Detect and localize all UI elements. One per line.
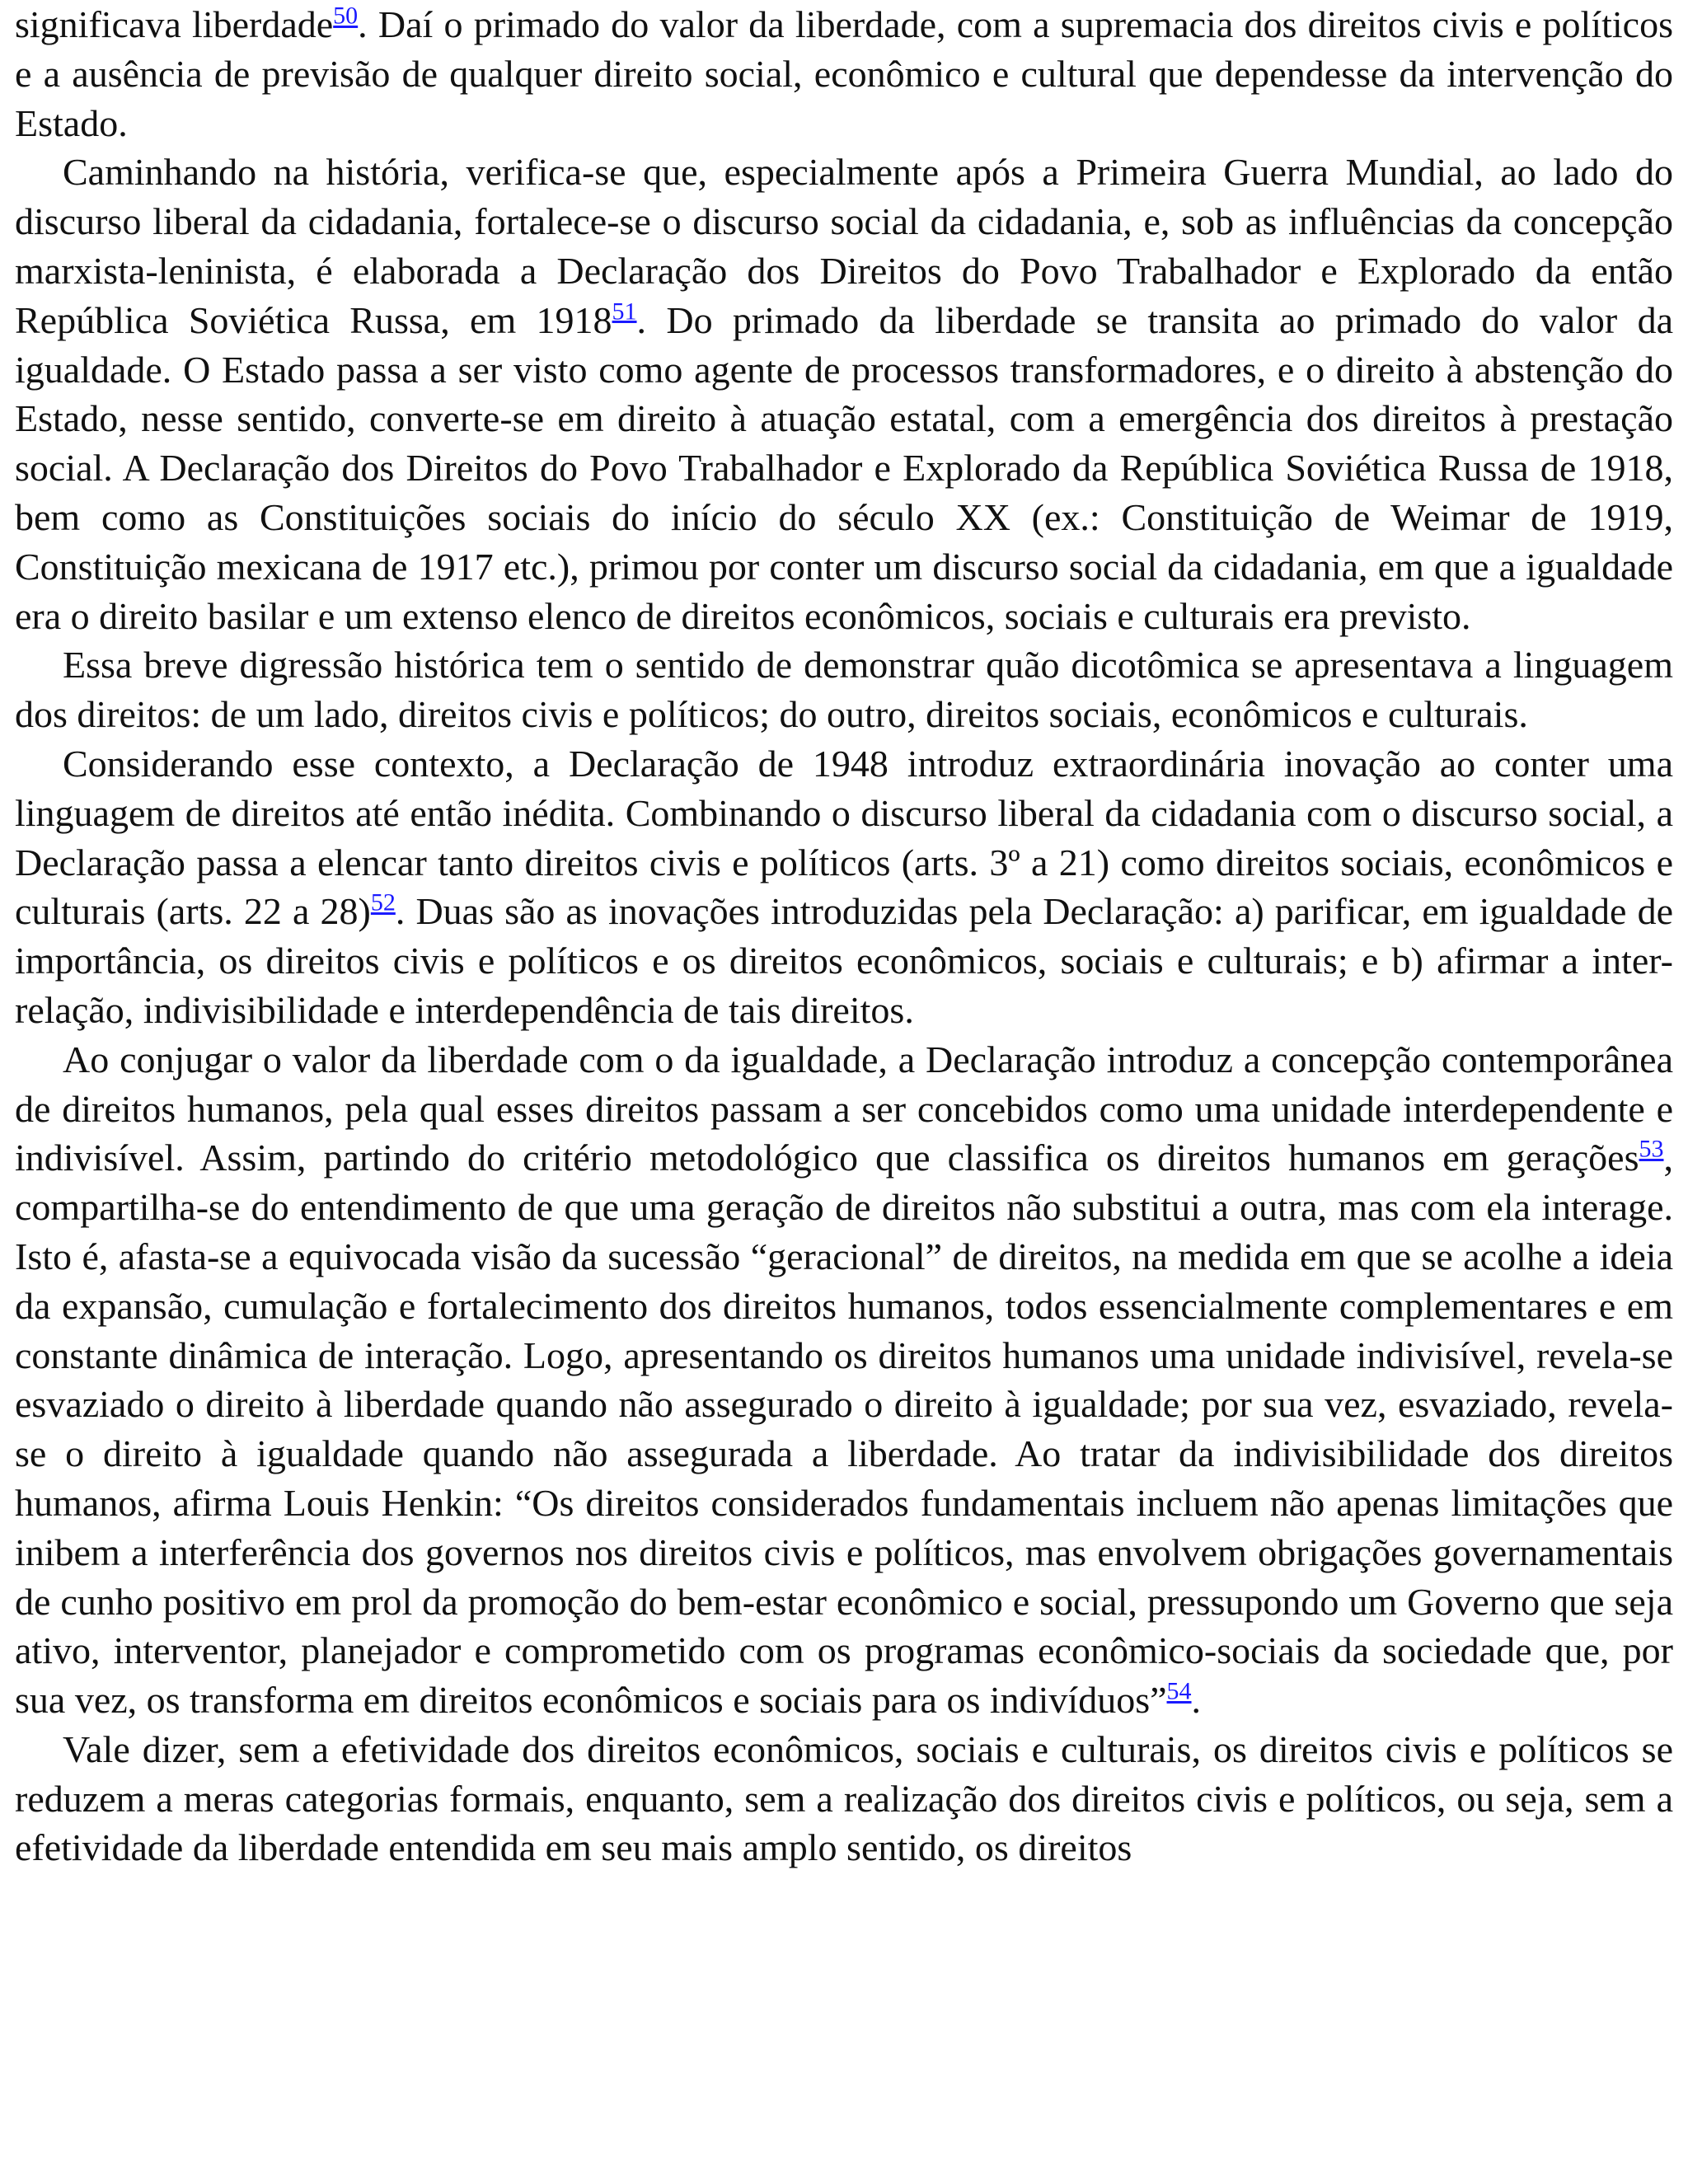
paragraph-text: significava liberdade <box>15 3 334 45</box>
paragraph-1 <box>15 0 1673 148</box>
footnote-link-51[interactable]: 51 <box>612 298 637 326</box>
paragraph-6 <box>15 1725 1673 1872</box>
document-page <box>15 0 1673 1872</box>
paragraph-4 <box>15 739 1673 1035</box>
paragraph-3 <box>15 640 1673 739</box>
paragraph-text: . Do primado da liberdade se transita ao primado do valor da igualdade. O Estado passa a ser visto como agente de processos transformadores, e o direito à abstenção do Estado, nesse sentido, converte-se em direito à atuação estatal, com a emergência dos direitos à prestação social. A Declaração dos Direitos do Povo Trabalhador e Explorado da República Soviética Russa de 1918, bem como as Constituições sociais do início do século XX (ex.: Constituição de Weimar de 1919, Constituição mexicana de 1917 etc.), primou por conter um discurso social da cidadania, em que a igualdade era o direito basilar e um extenso elenco de direitos econômicos, sociais e culturais era previsto. <box>15 298 1673 637</box>
paragraph-text: . <box>1191 1679 1202 1722</box>
footnote-link-53[interactable]: 53 <box>1639 1136 1664 1163</box>
footnote-link-50[interactable]: 50 <box>333 2 359 30</box>
paragraph-text: . Duas são as inovações introduzidas pela Declaração: a) parificar, em igualdade de importância, os direitos civis e políticos e os direitos econômicos, sociais e culturais; e b) afirmar a inter-relação, indivisibilidade e interdependência de tais direitos. <box>15 890 1673 1031</box>
paragraph-2 <box>15 148 1673 640</box>
paragraph-text: , compartilha-se do entendimento de que uma geração de direitos não substitui a outra, mas com ela interage. Isto é, afasta-se a equivocada visão da sucessão “geracional” de direitos, na medida em que se acolhe a ideia da expansão, cumulação e fortalecimento dos direitos humanos, todos essencialmente complementares e em constante dinâmica de interação. Logo, apresentando os direitos humanos uma unidade indivisível, revela-se esvaziado o direito à liberdade quando não assegurado o direito à igualdade; por sua vez, esvaziado, revela-se o direito à igualdade quando não assegurada a liberdade. Ao tratar da indivisibilidade dos direitos humanos, afirma Louis Henkin: “Os direitos considerados fundamentais incluem não apenas limitações que inibem a interferência dos governos nos direitos civis e políticos, mas envolvem obrigações governamentais de cunho positivo em prol da promoção do bem-estar econômico e social, pressupondo um Governo que seja ativo, interventor, planejador e comprometido com os programas econômico-sociais da sociedade que, por sua vez, os transforma em direitos econômicos e sociais para os indivíduos” <box>15 1137 1673 1722</box>
paragraph-text: . Daí o primado do valor da liberdade, com a supremacia dos direitos civis e políticos e a ausência de previsão de qualquer direito social, econômico e cultural que dependesse da intervenção do Estado. <box>15 3 1673 144</box>
paragraph-text: Caminhando na história, verifica-se que, especialmente após a Primeira Guerra Mundial, ao lado do discurso liberal da cidadania, fortalece-se o discurso social da cidadania, e, sob as influências da concepção marxista-leninista, é elaborada a Declaração dos Direitos do Povo Trabalhador e Explorado da então República Soviética Russa, em 1918 <box>15 151 1673 341</box>
paragraph-text: Considerando esse contexto, a Declaração de 1948 introduz extraordinária inovação ao conter uma linguagem de direitos até então inédita. Combinando o discurso liberal da cidadania com o discurso social, a Declaração passa a elencar tanto direitos civis e políticos (arts. 3º a 21) como direitos sociais, econômicos e culturais (arts. 22 a 28) <box>15 742 1673 933</box>
footnote-link-52[interactable]: 52 <box>370 889 396 917</box>
footnote-link-54[interactable]: 54 <box>1166 1677 1192 1705</box>
paragraph-text: Vale dizer, sem a efetividade dos direitos econômicos, sociais e culturais, os direitos civis e políticos se reduzem a meras categorias formais, enquanto, sem a realização dos direitos civis e políticos, ou seja, sem a efetividade da liberdade entendida em seu mais amplo sentido, os direitos <box>15 1727 1673 1869</box>
paragraph-text: Ao conjugar o valor da liberdade com o da igualdade, a Declaração introduz a concepção contemporânea de direitos humanos, pela qual esses direitos passam a ser concebidos como uma unidade interdependente e indivisível. Assim, partindo do critério metodológico que classifica os direitos humanos em gerações <box>15 1038 1673 1179</box>
paragraph-text: Essa breve digressão histórica tem o sentido de demonstrar quão dicotômica se apresentava a linguagem dos direitos: de um lado, direitos civis e políticos; do outro, direitos sociais, econômicos e culturais. <box>15 644 1673 736</box>
paragraph-5 <box>15 1035 1673 1725</box>
